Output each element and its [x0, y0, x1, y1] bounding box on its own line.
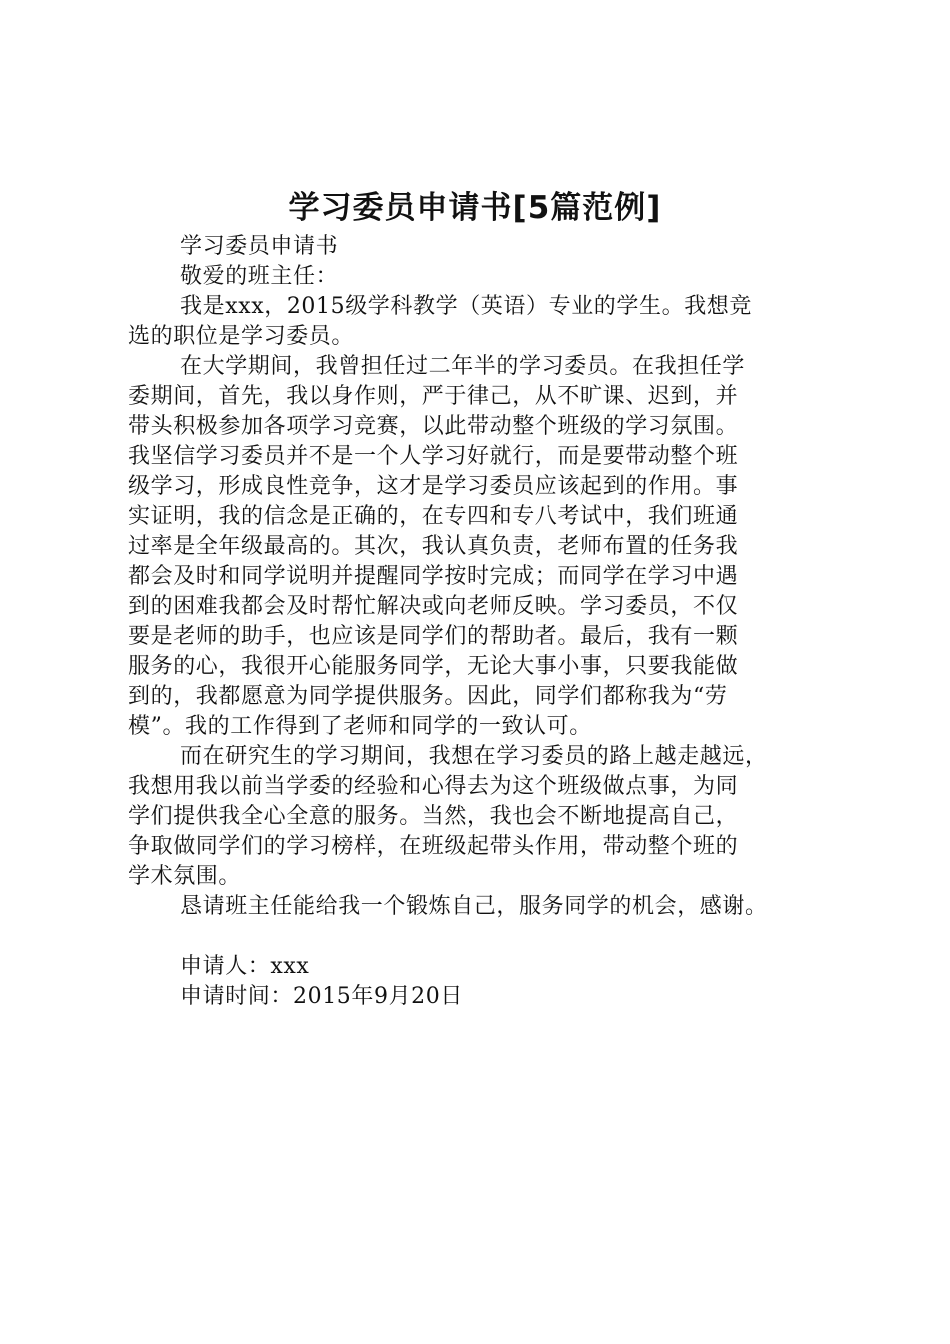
paragraph-line: 选的职位是学习委员。	[128, 324, 355, 349]
paragraph-line: 带头积极参加各项学习竞赛，以此带动整个班级的学习氛围。	[128, 414, 739, 439]
paragraph-experience	[128, 352, 832, 742]
closing-request: 恳请班主任能给我一个锻炼自己，服务同学的机会，感谢。	[180, 894, 768, 919]
salutation: 敬爱的班主任：	[180, 264, 339, 289]
paragraph-line: 到的困难我都会及时帮忙解决或向老师反映。学习委员，不仅	[128, 594, 739, 619]
paragraph-line: 我想用我以前当学委的经验和心得去为这个班级做点事，为同	[128, 774, 739, 799]
paragraph-line: 而在研究生的学习期间，我想在学习委员的路上越走越远，	[180, 744, 768, 769]
paragraph-introduction	[128, 292, 832, 352]
paragraph-line: 都会及时和同学说明并提醒同学按时完成；而同学在学习中遇	[128, 564, 739, 589]
paragraph-line: 学术氛围。	[128, 864, 242, 889]
paragraph-line: 我坚信学习委员并不是一个人学习好就行，而是要带动整个班	[128, 444, 739, 469]
paragraph-line: 到的，我都愿意为同学提供服务。因此，同学们都称我为“劳	[128, 684, 728, 709]
paragraph-plans	[128, 742, 832, 892]
applicant-signature: 申请人：xxx	[180, 954, 310, 979]
paragraph-line: 级学习，形成良性竞争，这才是学习委员应该起到的作用。事	[128, 474, 739, 499]
paragraph-line: 过率是全年级最高的。其次，我认真负责，老师布置的任务我	[128, 534, 739, 559]
paragraph-line: 委期间，首先，我以身作则，严于律己，从不旷课、迟到，并	[128, 384, 739, 409]
paragraph-line: 在大学期间，我曾担任过二年半的学习委员。在我担任学	[180, 354, 746, 379]
paragraph-line: 我是xxx，2015级学科教学（英语）专业的学生。我想竞	[180, 294, 753, 319]
paragraph-line: 实证明，我的信念是正确的，在专四和专八考试中，我们班通	[128, 504, 739, 529]
application-date: 申请时间：2015年9月20日	[180, 984, 463, 1009]
blank-line	[128, 922, 832, 952]
document-body	[128, 232, 832, 1012]
paragraph-line: 要是老师的助手，也应该是同学们的帮助者。最后，我有一颗	[128, 624, 739, 649]
paragraph-line: 模”。我的工作得到了老师和同学的一致认可。	[128, 714, 592, 739]
paragraph-line: 争取做同学们的学习榜样，在班级起带头作用，带动整个班的	[128, 834, 739, 859]
letter-heading: 学习委员申请书	[180, 234, 339, 259]
paragraph-line: 学们提供我全心全意的服务。当然，我也会不断地提高自己，	[128, 804, 739, 829]
paragraph-line: 服务的心，我很开心能服务同学，无论大事小事，只要我能做	[128, 654, 739, 679]
document-title: 学习委员申请书[5篇范例]	[288, 190, 662, 226]
